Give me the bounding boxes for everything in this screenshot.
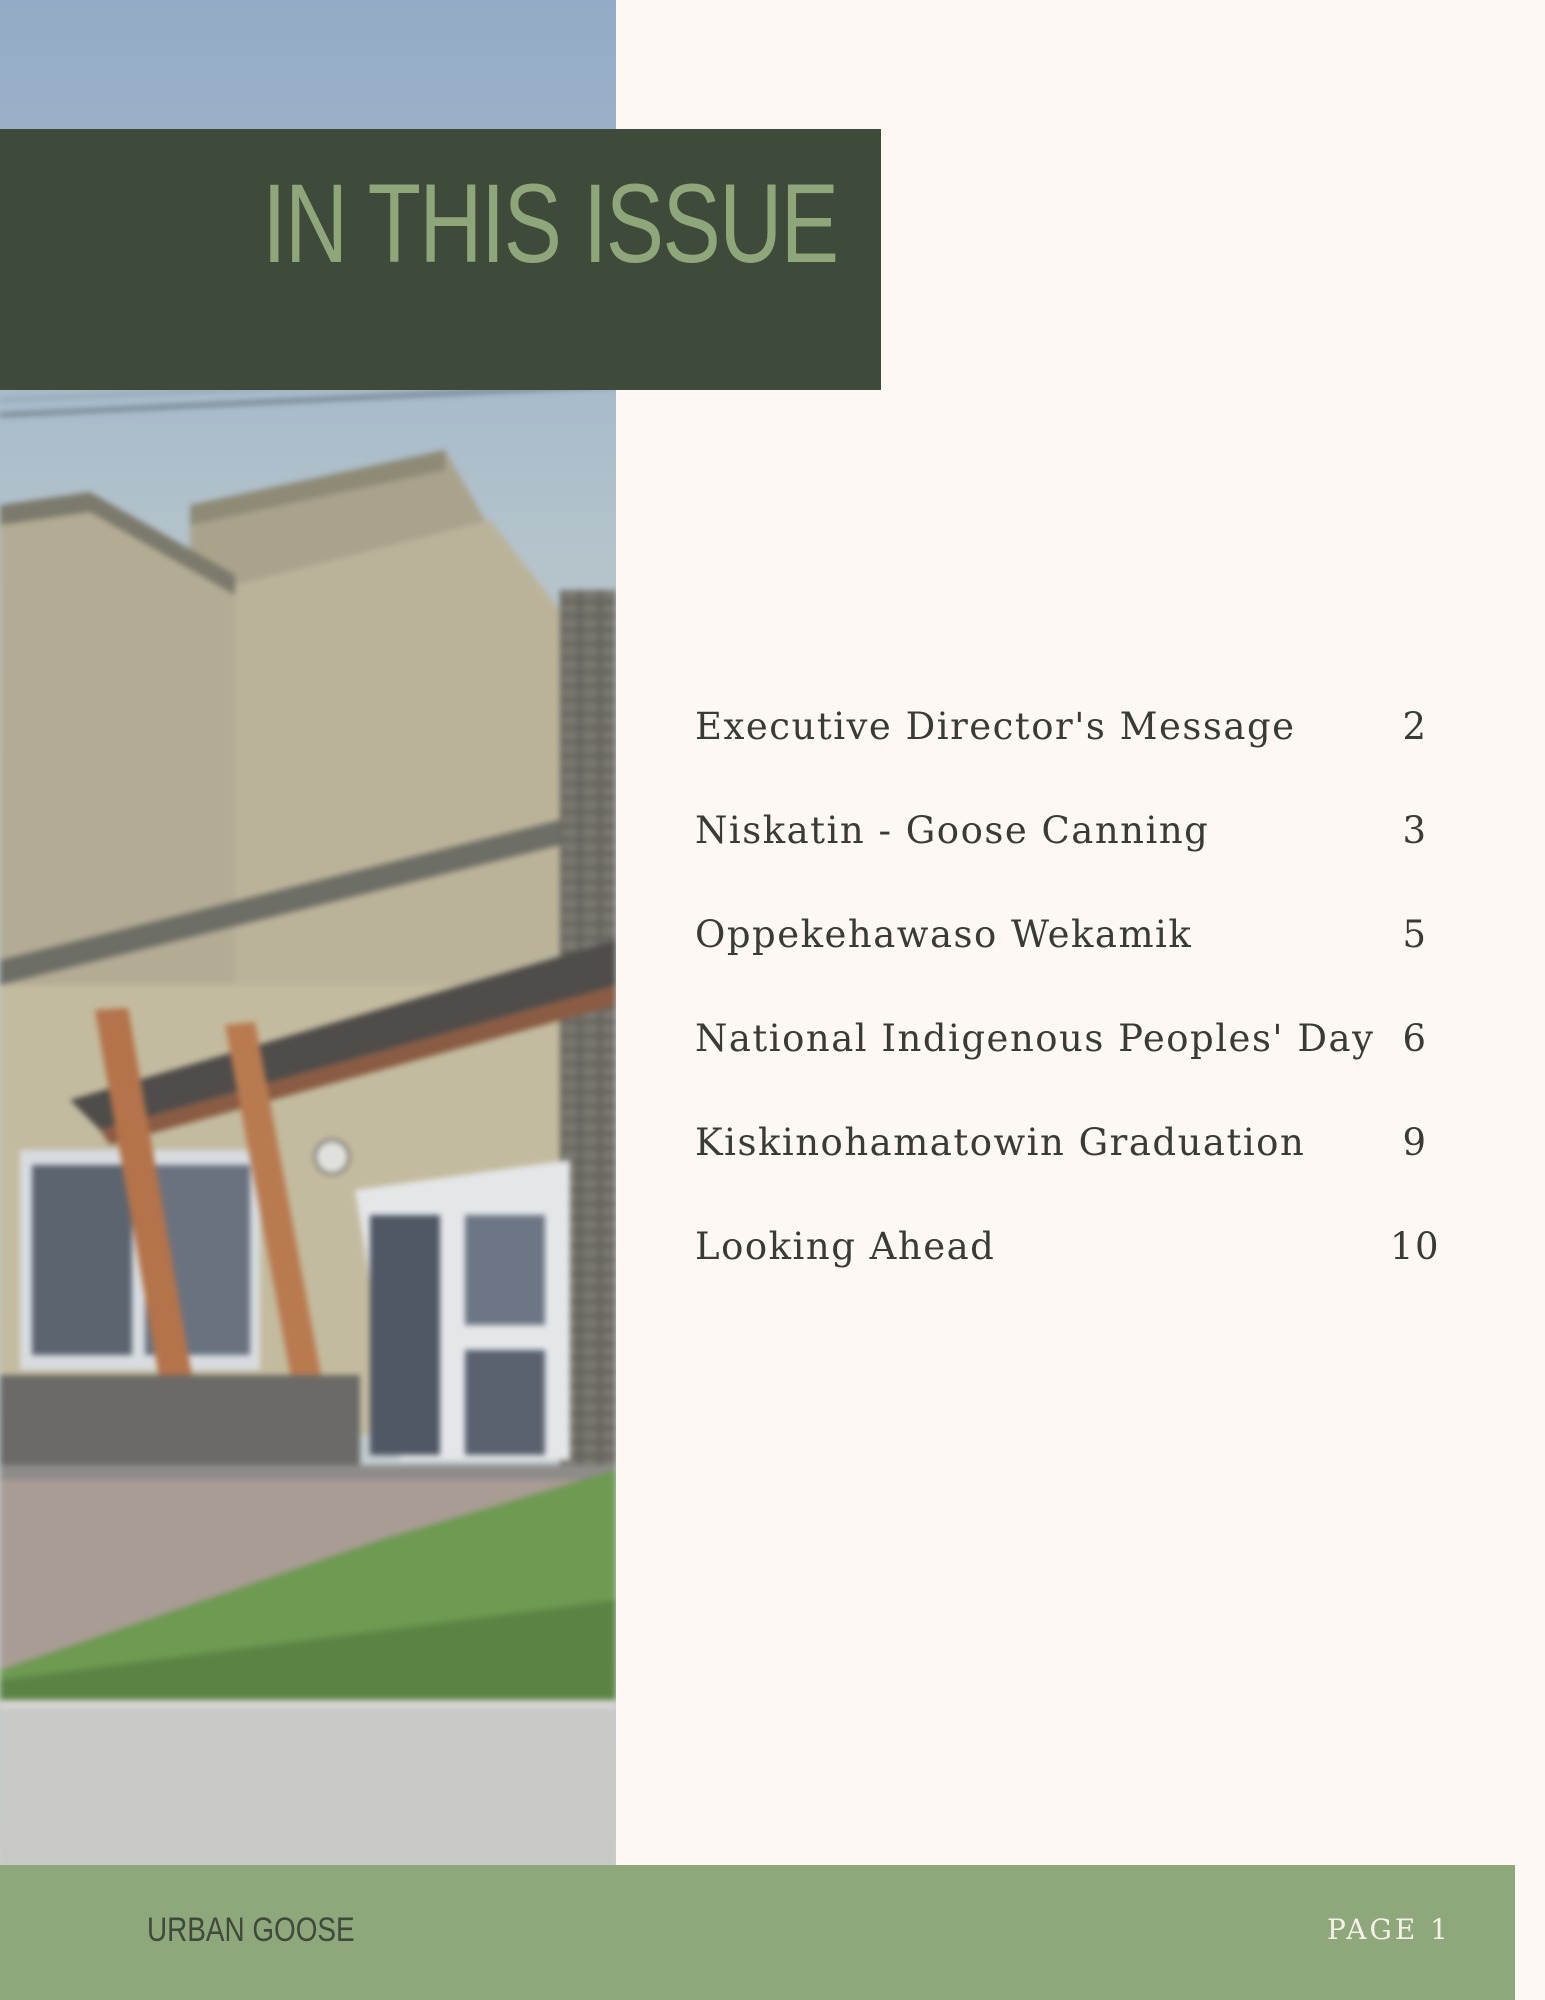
title-banner bbox=[0, 129, 881, 390]
toc-item-page: 3 bbox=[1402, 809, 1428, 852]
toc-item-page: 5 bbox=[1402, 913, 1428, 956]
page-number: PAGE 1 bbox=[1326, 1913, 1451, 1946]
toc-item bbox=[695, 913, 1450, 1017]
toc-item bbox=[695, 1121, 1450, 1225]
toc-item bbox=[695, 1225, 1450, 1329]
toc-item-title: Niskatin - Goose Canning bbox=[695, 809, 1210, 852]
page-title: IN THIS ISSUE bbox=[261, 161, 837, 286]
toc-item bbox=[695, 705, 1450, 809]
toc-item-title: Oppekehawaso Wekamik bbox=[695, 913, 1193, 956]
toc-item-title: Executive Director's Message bbox=[695, 705, 1296, 748]
page-footer bbox=[0, 1865, 1515, 2000]
toc-item bbox=[695, 809, 1450, 913]
publication-name: URBAN GOOSE bbox=[147, 1911, 355, 1949]
toc-item-title: Kiskinohamatowin Graduation bbox=[695, 1121, 1306, 1164]
toc-item-page: 6 bbox=[1402, 1017, 1428, 1060]
table-of-contents bbox=[695, 705, 1450, 1329]
toc-item-page: 10 bbox=[1389, 1225, 1441, 1268]
toc-item-page: 9 bbox=[1402, 1121, 1428, 1164]
toc-item-title: Looking Ahead bbox=[695, 1225, 996, 1268]
toc-item bbox=[695, 1017, 1450, 1121]
toc-item-page: 2 bbox=[1402, 705, 1428, 748]
toc-item-title: National Indigenous Peoples' Day bbox=[695, 1017, 1375, 1060]
